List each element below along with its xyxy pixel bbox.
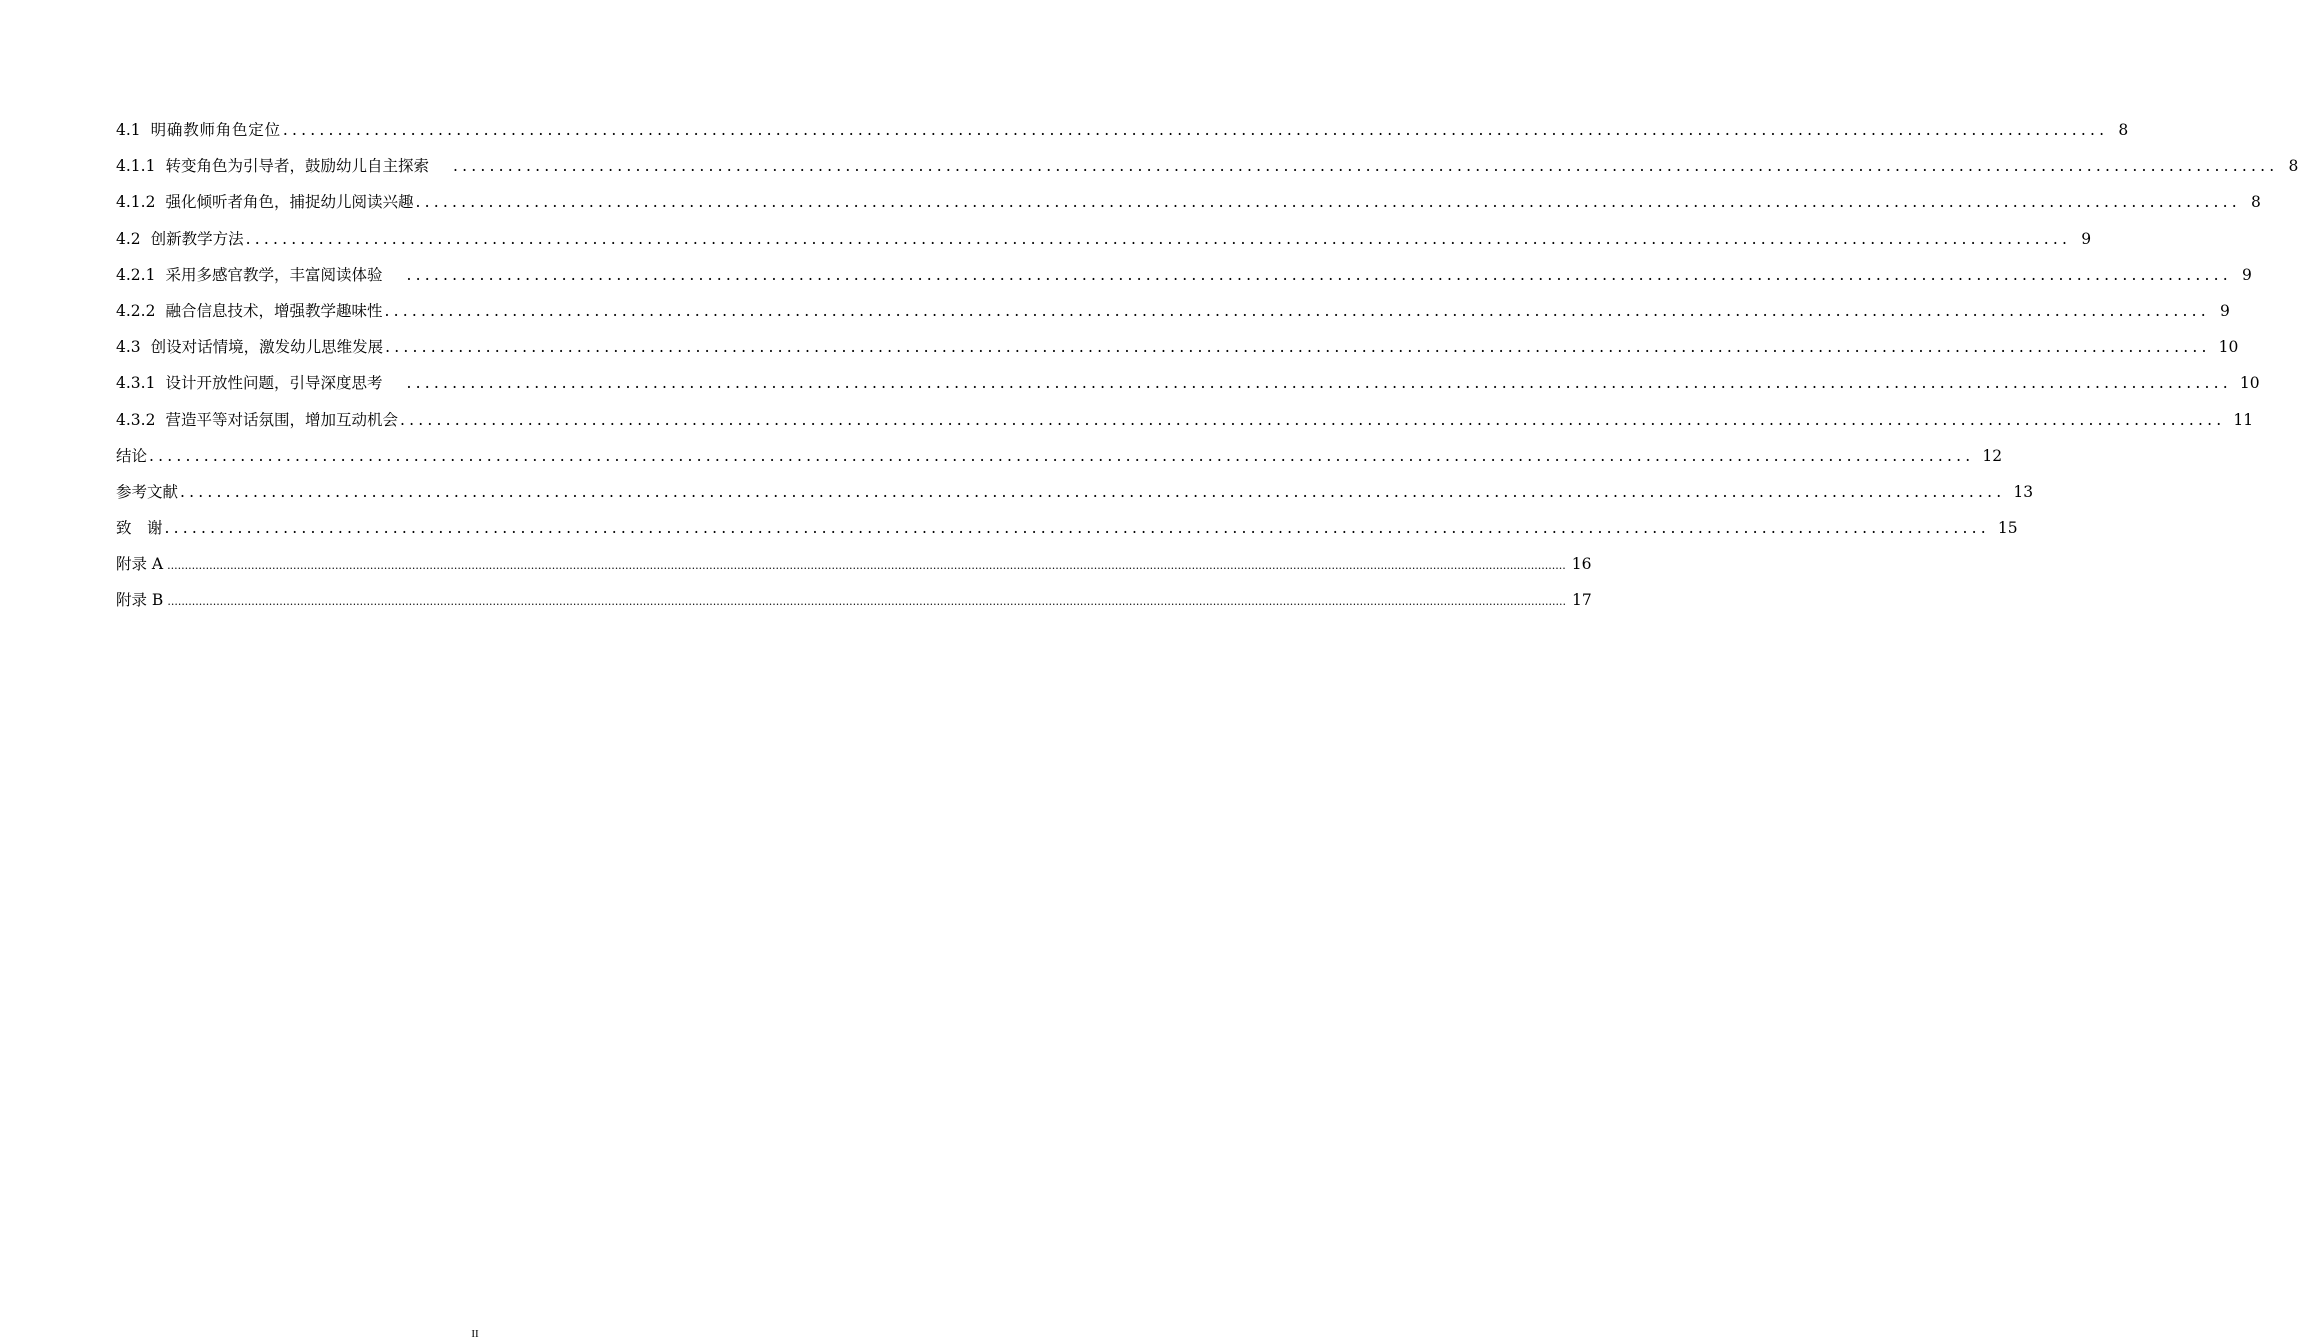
toc-entry-title: 设计开放性问题，引导深度思考 [165, 374, 383, 393]
toc-entry-page: 10 [2218, 338, 2239, 357]
toc-entry-page: 13 [2013, 482, 2034, 501]
toc-entry[interactable] [116, 118, 2129, 154]
toc-entry-title: 明确教师角色定位 [150, 121, 281, 139]
toc-dot-leader: ........................................................................................................................................................................................................ [149, 446, 1975, 465]
toc-dot-leader: ................................................................................................................................................................................................................................................................................................................................................................................................................ [167, 559, 1566, 573]
toc-dot-leader: ........................................................................................................................................................................................................ [415, 193, 2241, 212]
toc-entry-page: 15 [1997, 519, 2018, 538]
toc-entry-page: 8 [2118, 121, 2129, 139]
toc-entry-title: 附录 A [116, 555, 164, 574]
toc-entry-number: 4.2.2 [116, 301, 156, 320]
toc-entry-number: 4.3.2 [116, 410, 156, 429]
toc-dot-leader: ................................................................................................................................................................................................................................................................................................................................................................................................................ [167, 595, 1566, 609]
toc-entry-title: 结论 [116, 446, 148, 465]
toc-entry[interactable] [116, 263, 2252, 299]
toc-entry-title: 创设对话情境，激发幼儿思维发展 [150, 338, 384, 357]
toc-entry[interactable] [116, 480, 2034, 516]
toc-entry-number: 4.1 [116, 121, 141, 139]
toc-entry-page: 10 [2239, 374, 2260, 393]
toc-entry[interactable] [116, 408, 2254, 444]
toc-dot-leader: ........................................................................................................................................................................................................ [282, 121, 2109, 139]
toc-dot-leader: ........................................................................................................................................................................................................ [384, 301, 2210, 320]
toc-entry[interactable] [116, 190, 2261, 226]
table-of-contents [116, 118, 2298, 625]
toc-dot-leader: ........................................................................................................................................................................................................ [406, 265, 2232, 284]
toc-entry[interactable] [116, 588, 1592, 624]
toc-entry-page: 8 [2288, 157, 2298, 176]
toc-entry-number: 4.1.2 [116, 193, 156, 212]
toc-entry[interactable] [116, 516, 2018, 552]
toc-entry-page: 9 [2220, 301, 2230, 320]
toc-entry[interactable] [116, 552, 1592, 588]
toc-dot-leader: ........................................................................................................................................................................................................ [452, 157, 2279, 176]
toc-entry[interactable] [116, 335, 2239, 371]
toc-entry[interactable] [116, 299, 2230, 335]
toc-entry-page: 17 [1571, 591, 1592, 610]
toc-entry-title: 采用多感官教学，丰富阅读体验 [165, 265, 383, 284]
toc-entry-title: 营造平等对话氛围，增加互动机会 [165, 410, 398, 429]
toc-entry-number: 4.2.1 [116, 265, 156, 284]
toc-dot-leader: ........................................................................................................................................................................................................ [164, 519, 1990, 538]
toc-entry-page: 12 [1982, 446, 2003, 465]
toc-entry-number: 4.1.1 [116, 157, 156, 176]
toc-entry-number: 4.3 [116, 338, 141, 357]
toc-entry-number: 4.3.1 [116, 374, 156, 393]
toc-entry-title: 创新教学方法 [150, 229, 244, 248]
toc-dot-leader: ........................................................................................................................................................................................................ [399, 410, 2226, 429]
toc-entry-title: 参考文献 [116, 482, 179, 501]
toc-entry-number: 4.2 [116, 229, 141, 248]
toc-dot-leader: ........................................................................................................................................................................................................ [406, 374, 2232, 393]
toc-entry-page: 9 [2081, 229, 2092, 248]
toc-dot-leader: ........................................................................................................................................................................................................ [245, 229, 2072, 248]
toc-entry-title: 转变角色为引导者，鼓励幼儿自主探索 [165, 157, 429, 176]
toc-entry-page: 16 [1571, 555, 1592, 574]
toc-entry[interactable] [116, 371, 2260, 407]
page-number: II [471, 1328, 479, 1340]
toc-dot-leader: ........................................................................................................................................................................................................ [180, 482, 2006, 501]
toc-dot-leader: ........................................................................................................................................................................................................ [385, 338, 2211, 357]
toc-entry-title: 强化倾听者角色，捕捉幼儿阅读兴趣 [165, 193, 414, 212]
toc-entry-title: 附录 B [116, 591, 164, 610]
toc-entry-title: 致 谢 [116, 519, 163, 538]
toc-entry-title: 融合信息技术，增强教学趣味性 [165, 301, 383, 320]
toc-entry-page: 8 [2251, 193, 2261, 212]
toc-entry-page: 11 [2233, 410, 2254, 429]
toc-entry[interactable] [116, 444, 2003, 480]
toc-entry[interactable] [116, 154, 2298, 190]
toc-entry-page: 9 [2242, 265, 2252, 284]
toc-entry[interactable] [116, 227, 2092, 263]
